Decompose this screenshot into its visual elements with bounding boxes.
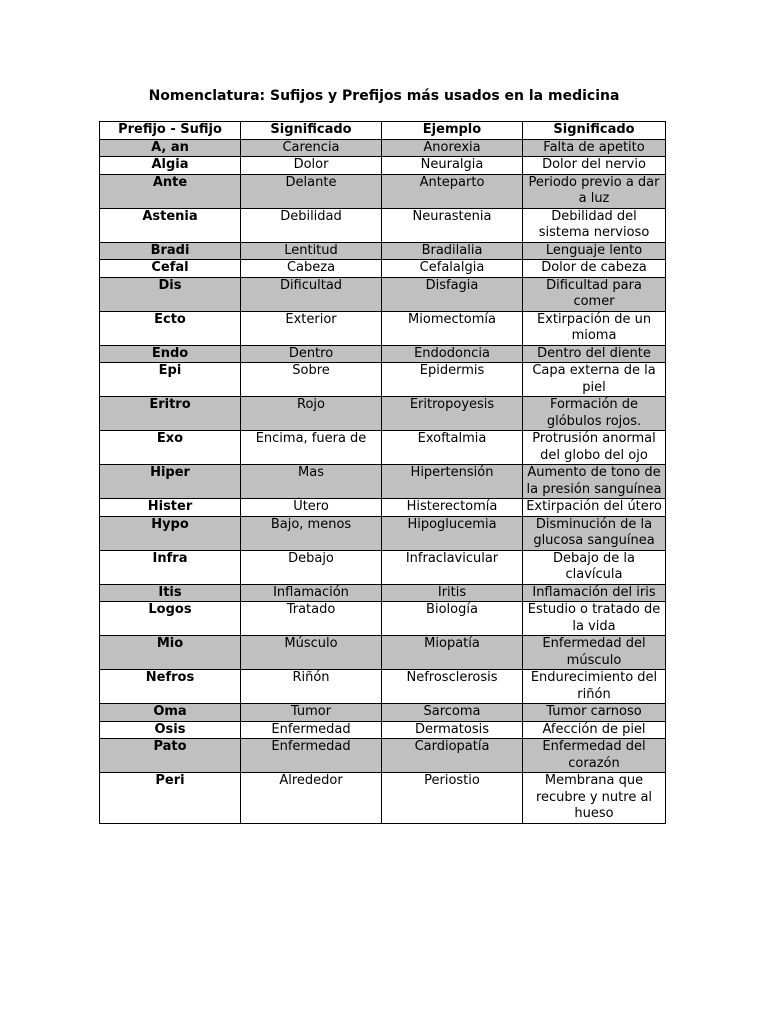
table-row xyxy=(100,260,666,278)
cell-meaning: Enfermedad xyxy=(241,721,382,739)
table-row xyxy=(100,721,666,739)
cell-example-meaning: Periodo previo a dar a luz xyxy=(523,174,666,208)
table-row xyxy=(100,397,666,431)
table-row xyxy=(100,157,666,175)
cell-example-meaning: Inflamación del iris xyxy=(523,584,666,602)
cell-example-meaning: Tumor carnoso xyxy=(523,704,666,722)
cell-term: Astenia xyxy=(100,208,241,242)
cell-example: Cefalalgia xyxy=(382,260,523,278)
page-title: Nomenclatura: Sufijos y Prefijos más usados en la medicina xyxy=(148,88,620,104)
header-prefix-suffix: Prefijo - Sufijo xyxy=(100,122,241,140)
cell-meaning: Encima, fuera de xyxy=(241,431,382,465)
cell-term: Eritro xyxy=(100,397,241,431)
cell-meaning: Rojo xyxy=(241,397,382,431)
cell-meaning: Dentro xyxy=(241,345,382,363)
cell-example-meaning: Extirpación de un mioma xyxy=(523,311,666,345)
cell-term: Osis xyxy=(100,721,241,739)
table-row xyxy=(100,739,666,773)
table-row xyxy=(100,636,666,670)
cell-example: Nefrosclerosis xyxy=(382,670,523,704)
cell-term: Cefal xyxy=(100,260,241,278)
cell-term: A, an xyxy=(100,139,241,157)
table-row xyxy=(100,704,666,722)
table-row xyxy=(100,584,666,602)
cell-example: Iritis xyxy=(382,584,523,602)
cell-term: Bradi xyxy=(100,242,241,260)
cell-term: Hiper xyxy=(100,465,241,499)
cell-meaning: Bajo, menos xyxy=(241,516,382,550)
header-example: Ejemplo xyxy=(382,122,523,140)
cell-term: Logos xyxy=(100,602,241,636)
cell-example: Histerectomía xyxy=(382,499,523,517)
table-row xyxy=(100,602,666,636)
cell-term: Infra xyxy=(100,550,241,584)
cell-example: Neurastenia xyxy=(382,208,523,242)
cell-meaning: Dolor xyxy=(241,157,382,175)
cell-meaning: Tumor xyxy=(241,704,382,722)
cell-term: Endo xyxy=(100,345,241,363)
cell-example-meaning: Endurecimiento del riñón xyxy=(523,670,666,704)
cell-term: Mio xyxy=(100,636,241,670)
cell-example-meaning: Dificultad para comer xyxy=(523,277,666,311)
cell-example-meaning: Afección de piel xyxy=(523,721,666,739)
table-body xyxy=(100,139,666,823)
cell-term: Dis xyxy=(100,277,241,311)
table-row xyxy=(100,242,666,260)
table-row xyxy=(100,277,666,311)
cell-meaning: Riñón xyxy=(241,670,382,704)
cell-example-meaning: Formación de glóbulos rojos. xyxy=(523,397,666,431)
cell-meaning: Tratado xyxy=(241,602,382,636)
cell-meaning: Lentitud xyxy=(241,242,382,260)
cell-term: Exo xyxy=(100,431,241,465)
table-row xyxy=(100,363,666,397)
terms-table xyxy=(99,121,666,824)
cell-term: Hister xyxy=(100,499,241,517)
cell-example-meaning: Lenguaje lento xyxy=(523,242,666,260)
cell-meaning: Inflamación xyxy=(241,584,382,602)
cell-term: Itis xyxy=(100,584,241,602)
cell-example-meaning: Enfermedad del corazón xyxy=(523,739,666,773)
cell-example: Hipertensión xyxy=(382,465,523,499)
cell-example-meaning: Capa externa de la piel xyxy=(523,363,666,397)
table-row xyxy=(100,550,666,584)
header-example-meaning: Significado xyxy=(523,122,666,140)
cell-meaning: Dificultad xyxy=(241,277,382,311)
cell-example: Dermatosis xyxy=(382,721,523,739)
cell-example-meaning: Enfermedad del músculo xyxy=(523,636,666,670)
table-row xyxy=(100,311,666,345)
cell-example-meaning: Debilidad del sistema nervioso xyxy=(523,208,666,242)
cell-meaning: Exterior xyxy=(241,311,382,345)
cell-meaning: Útero xyxy=(241,499,382,517)
cell-example: Eritropoyesis xyxy=(382,397,523,431)
cell-meaning: Delante xyxy=(241,174,382,208)
cell-example-meaning: Disminución de la glucosa sanguínea xyxy=(523,516,666,550)
table-row xyxy=(100,139,666,157)
cell-meaning: Debilidad xyxy=(241,208,382,242)
cell-term: Epi xyxy=(100,363,241,397)
cell-example-meaning: Debajo de la clavícula xyxy=(523,550,666,584)
table-row xyxy=(100,431,666,465)
cell-meaning: Enfermedad xyxy=(241,739,382,773)
cell-term: Ecto xyxy=(100,311,241,345)
cell-meaning: Sobre xyxy=(241,363,382,397)
cell-example: Infraclavicular xyxy=(382,550,523,584)
table-row xyxy=(100,345,666,363)
table-row xyxy=(100,516,666,550)
cell-example: Hipoglucemia xyxy=(382,516,523,550)
header-meaning: Significado xyxy=(241,122,382,140)
cell-example: Anteparto xyxy=(382,174,523,208)
cell-term: Pato xyxy=(100,739,241,773)
cell-term: Nefros xyxy=(100,670,241,704)
cell-example: Biología xyxy=(382,602,523,636)
cell-example-meaning: Falta de apetito xyxy=(523,139,666,157)
cell-meaning: Músculo xyxy=(241,636,382,670)
cell-meaning: Debajo xyxy=(241,550,382,584)
table-row xyxy=(100,174,666,208)
cell-term: Algia xyxy=(100,157,241,175)
cell-example: Endodoncia xyxy=(382,345,523,363)
cell-example: Periostio xyxy=(382,773,523,824)
table-row xyxy=(100,499,666,517)
table-row xyxy=(100,465,666,499)
table-row xyxy=(100,773,666,824)
cell-example: Epidermis xyxy=(382,363,523,397)
cell-example: Cardiopatía xyxy=(382,739,523,773)
cell-example: Neuralgia xyxy=(382,157,523,175)
cell-example: Bradilalia xyxy=(382,242,523,260)
cell-example: Anorexia xyxy=(382,139,523,157)
cell-example: Sarcoma xyxy=(382,704,523,722)
cell-example-meaning: Dentro del diente xyxy=(523,345,666,363)
cell-example-meaning: Aumento de tono de la presión sanguínea xyxy=(523,465,666,499)
cell-term: Peri xyxy=(100,773,241,824)
cell-example: Disfagia xyxy=(382,277,523,311)
cell-term: Ante xyxy=(100,174,241,208)
cell-meaning: Cabeza xyxy=(241,260,382,278)
table-row xyxy=(100,670,666,704)
cell-meaning: Mas xyxy=(241,465,382,499)
cell-term: Oma xyxy=(100,704,241,722)
cell-meaning: Alrededor xyxy=(241,773,382,824)
table-header-row xyxy=(100,122,666,140)
cell-example: Miopatía xyxy=(382,636,523,670)
cell-example-meaning: Dolor de cabeza xyxy=(523,260,666,278)
cell-meaning: Carencia xyxy=(241,139,382,157)
cell-example-meaning: Dolor del nervio xyxy=(523,157,666,175)
cell-term: Hypo xyxy=(100,516,241,550)
cell-example: Miomectomía xyxy=(382,311,523,345)
cell-example-meaning: Protrusión anormal del globo del ojo xyxy=(523,431,666,465)
cell-example-meaning: Extirpación del útero xyxy=(523,499,666,517)
cell-example-meaning: Estudio o tratado de la vida xyxy=(523,602,666,636)
cell-example-meaning: Membrana que recubre y nutre al hueso xyxy=(523,773,666,824)
table-row xyxy=(100,208,666,242)
cell-example: Exoftalmia xyxy=(382,431,523,465)
